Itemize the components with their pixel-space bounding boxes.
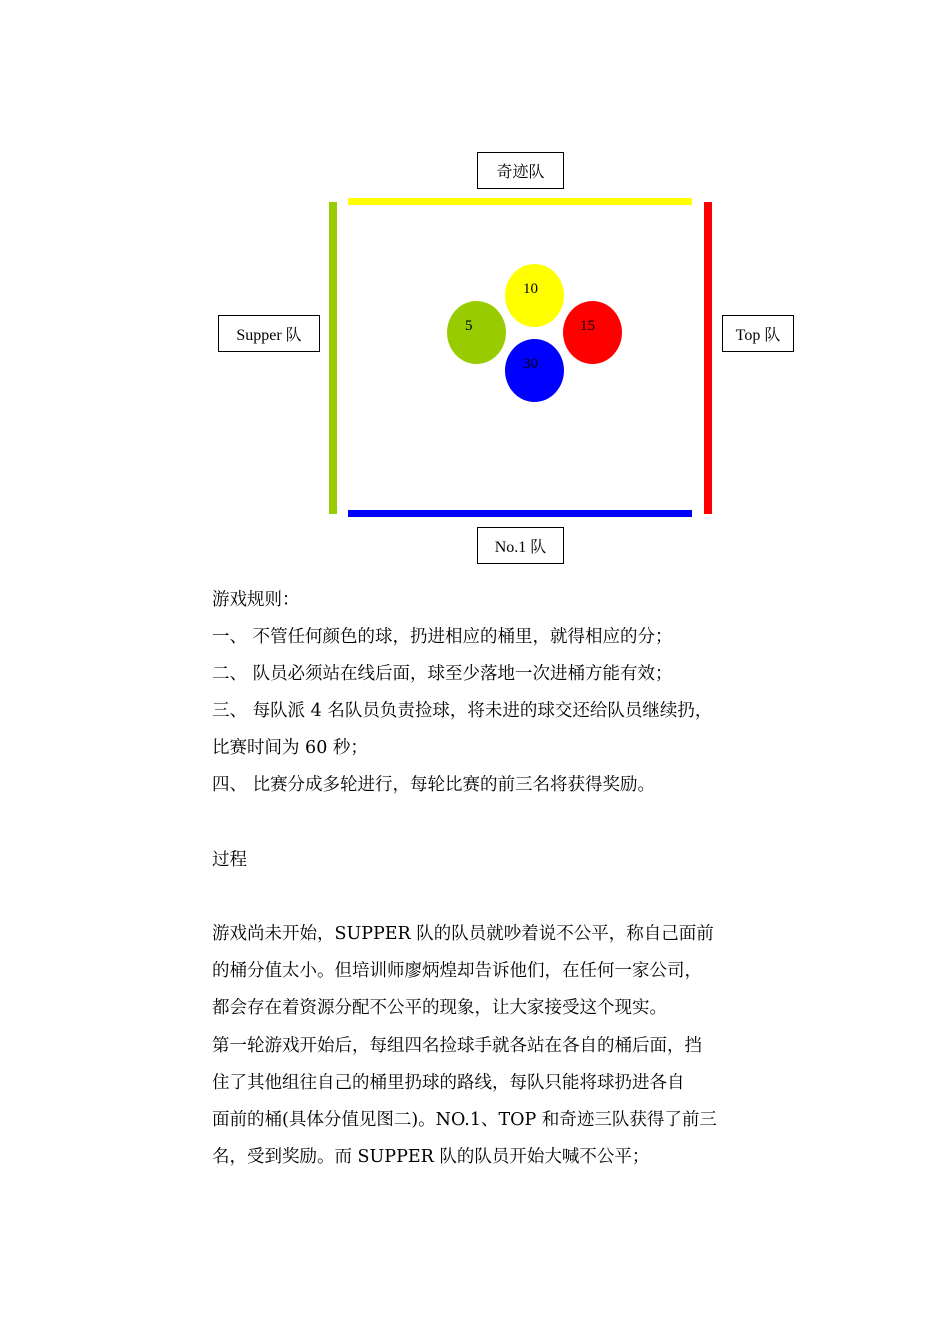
rule-item: 三、 每队派 4 名队员负责捡球，将未进的球交还给队员继续扔， — [212, 701, 713, 721]
rule-item: 比赛时间为 60 秒； — [212, 738, 368, 758]
rule-item: 一、 不管任何颜色的球，扔进相应的桶里，就得相应的分； — [212, 627, 673, 647]
paragraph-line: 面前的桶(具体分值见图二)。NO.1、TOP 和奇迹三队获得了前三 — [212, 1110, 717, 1130]
rules-section — [212, 582, 752, 804]
rules-heading: 游戏规则： — [212, 590, 300, 610]
ball-red-value: 15 — [580, 318, 595, 334]
ball-blue-value: 30 — [523, 356, 538, 372]
paragraph-line: 名，受到奖励。而 SUPPER 队的队员开始大喊不公平； — [212, 1147, 650, 1167]
paragraph-line: 都会存在着资源分配不公平的现象，让大家接受这个现实。 — [212, 998, 667, 1018]
process-paragraph-2 — [212, 1028, 752, 1176]
ball-green-value: 5 — [465, 318, 473, 334]
rule-item: 二、 队员必须站在线后面，球至少落地一次进桶方能有效； — [212, 664, 673, 684]
team-label-right: Top 队 — [722, 315, 794, 352]
paragraph-line: 住了其他组往自己的桶里扔球的路线，每队只能将球扔进各自 — [212, 1073, 685, 1093]
team-label-bottom: No.1 队 — [477, 527, 564, 564]
game-diagram — [0, 0, 950, 580]
process-paragraph-1 — [212, 916, 752, 1027]
line-green — [329, 202, 337, 514]
paragraph-line: 的桶分值太小。但培训师廖炳煌却告诉他们，在任何一家公司， — [212, 961, 702, 981]
team-label-left: Supper 队 — [218, 315, 320, 352]
line-red — [704, 202, 712, 514]
team-label-top: 奇迹队 — [477, 152, 564, 189]
paragraph-line: 第一轮游戏开始后，每组四名捡球手就各站在各自的桶后面，挡 — [212, 1036, 702, 1056]
ball-green — [447, 301, 506, 364]
line-blue — [348, 510, 692, 517]
ball-yellow-value: 10 — [523, 281, 538, 297]
line-yellow — [348, 198, 692, 205]
process-heading: 过程 — [212, 850, 247, 870]
rule-item: 四、 比赛分成多轮进行，每轮比赛的前三名将获得奖励。 — [212, 775, 656, 795]
paragraph-line: 游戏尚未开始，SUPPER 队的队员就吵着说不公平，称自己面前 — [212, 924, 714, 944]
process-heading-block — [212, 842, 752, 879]
